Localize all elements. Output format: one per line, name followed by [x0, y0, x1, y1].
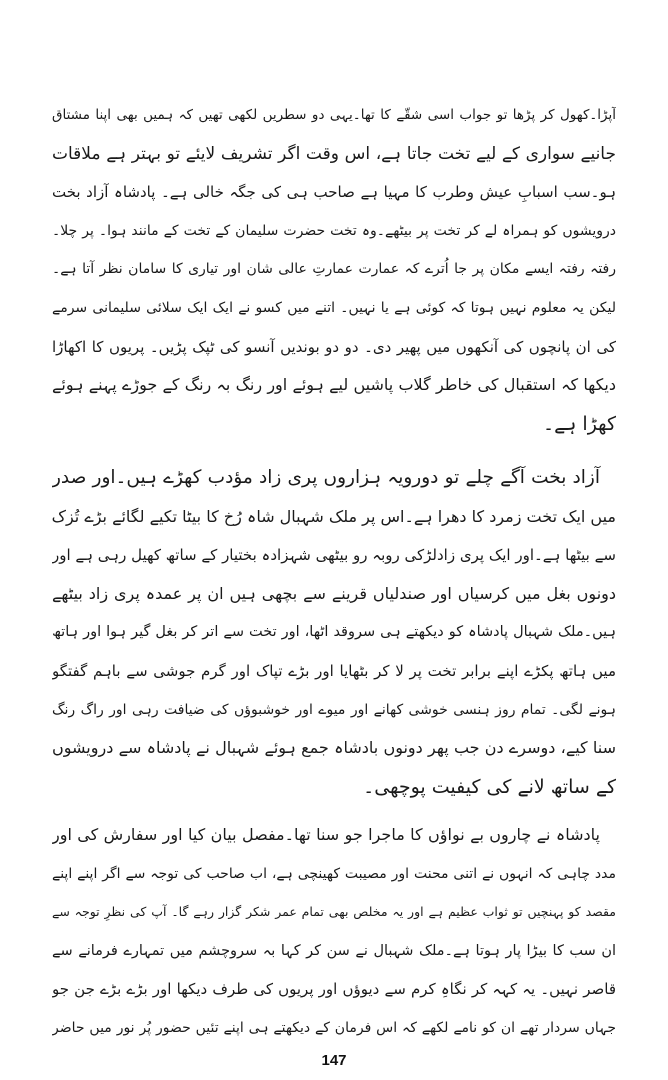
text-line: مدد چاہی کہ انہوں نے اتنی محنت اور مصیبت کھینچی ہے، اب صاحب کی توجہ سے اگر اپنے اپنے	[52, 865, 616, 882]
text-line: درویشوں کو ہمراہ لے کر تخت پر بیٹھے۔وہ تخت حضرت سلیمان کے تخت کے مانند ہوا۔ پر چلا۔	[52, 222, 616, 239]
text-line: رفتہ رفتہ ایسے مکان پر جا اُترے کہ عمارت عمارتِ عالی شان اور تیاری کا سامان نظر آتا ہے۔	[52, 261, 616, 278]
text-line: آپڑا۔کھول کر پڑھا تو جواب اسی شقّے کا تھا۔یہی دو سطریں لکھی تھیں کہ ہمیں بھی اپنا مشتاق	[52, 107, 616, 123]
text-line: سنا کیے، دوسرے دن جب پھر دونوں بادشاہ جمع ہوئے شہبال نے پادشاہ سے درویشوں	[52, 738, 616, 758]
paragraph-3	[52, 816, 616, 1048]
text-line: کھڑا ہے۔	[542, 412, 616, 435]
text-line: کی ان پانچوں کی آنکھوں میں پھیر دی۔ دو دو بوندیں آنسو کی ٹپک پڑیں۔ پریوں کا اکھاڑا	[52, 337, 616, 356]
page-number: 147	[321, 1052, 347, 1069]
text-line: ہونے لگی۔ تمام روز ہنسی خوشی کھانے اور میوے اور خوشبوؤں کی ضیافت رہی اور راگ رنگ	[52, 701, 616, 718]
text-line: جہاں سردار تھے ان کو نامے لکھے کہ اس فرمان کے دیکھتے ہی اپنے تئیں حضور پُر نور میں حاضر	[52, 1019, 616, 1036]
text-line: ہیں۔ملک شہبال پادشاہ کو دیکھتے ہی سروقد اٹھا، اور تخت سے اتر کر بغل گیر ہوا اور ہاتھ	[52, 624, 616, 641]
text-line: پادشاہ نے چاروں بے نواؤں کا ماجرا جو سنا تھا۔مفصل بیان کیا اور سفارش کی اور	[52, 825, 600, 844]
text-line: لیکن یہ معلوم نہیں ہوتا کہ کوئی ہے یا نہیں۔ اتنے میں کسو نے ایک ایک سلائی سلیمانی سرمے	[52, 299, 616, 316]
text-line: دیکھا کہ استقبال کی خاطر گلاب پاشیں لیے ہوئے اور رنگ بہ رنگ کے جوڑے پہنے ہوئے	[52, 375, 616, 395]
text-line: قاصر نہیں۔ یہ کہہ کر نگاہِ کرم سے دیوؤں اور پریوں کی طرف دیکھا اور بڑے بڑے جن جو	[52, 980, 616, 999]
text-line: کے ساتھ لانے کی کیفیت پوچھی۔	[363, 775, 616, 798]
paragraph-2	[52, 459, 616, 806]
text-line: جانیے سواری کے لیے تخت جاتا ہے، اس وقت اگر تشریف لایئے تو بہتر ہے ملاقات	[52, 143, 616, 164]
text-line: ان سب کا بیڑا پار ہوتا ہے۔ملک شہبال نے سن کر کہا بہ سروچشم میں تمہارے فرمانے سے	[52, 942, 616, 959]
text-line: میں ایک تخت زمرد کا دھرا ہے۔اس پر ملک شہبال شاہ رُخ کا بیٹا تکیے لگائے بڑے تُزک	[52, 506, 616, 526]
text-line: دونوں بغل میں کرسیاں اور صندلیاں قرینے سے بچھی ہیں ان پر عمدہ پری زاد بیٹھے	[52, 583, 616, 603]
text-line: سے بیٹھا ہے۔اور ایک پری زادلڑکی روبہ رو بیٹھی شہزادہ بختیار کے ساتھ کھیل رہی ہے اور	[52, 546, 616, 565]
text-line: میں ہاتھ پکڑے اپنے برابر تخت پر لا کر بٹھایا اور بڑے تپاک اور گرم جوشی سے باہم گفتگو	[52, 661, 616, 680]
paragraph-1	[52, 96, 616, 443]
text-line: مقصد کو پہنچیں تو ثواب عظیم ہے اور یہ مخلص بھی تمام عمر شکر گزار رہے گا۔ آپ کی نظرِ توجہ سے	[52, 904, 616, 920]
text-line: ہو۔سب اسبابِ عیش وطرب کا مہیا ہے صاحب ہی کی جگہ خالی ہے۔ پادشاہ آزاد بخت	[52, 183, 616, 202]
text-line: آزاد بخت آگے چلے تو دورویہ ہزاروں پری زاد مؤدب کھڑے ہیں۔اور صدر	[52, 467, 600, 488]
